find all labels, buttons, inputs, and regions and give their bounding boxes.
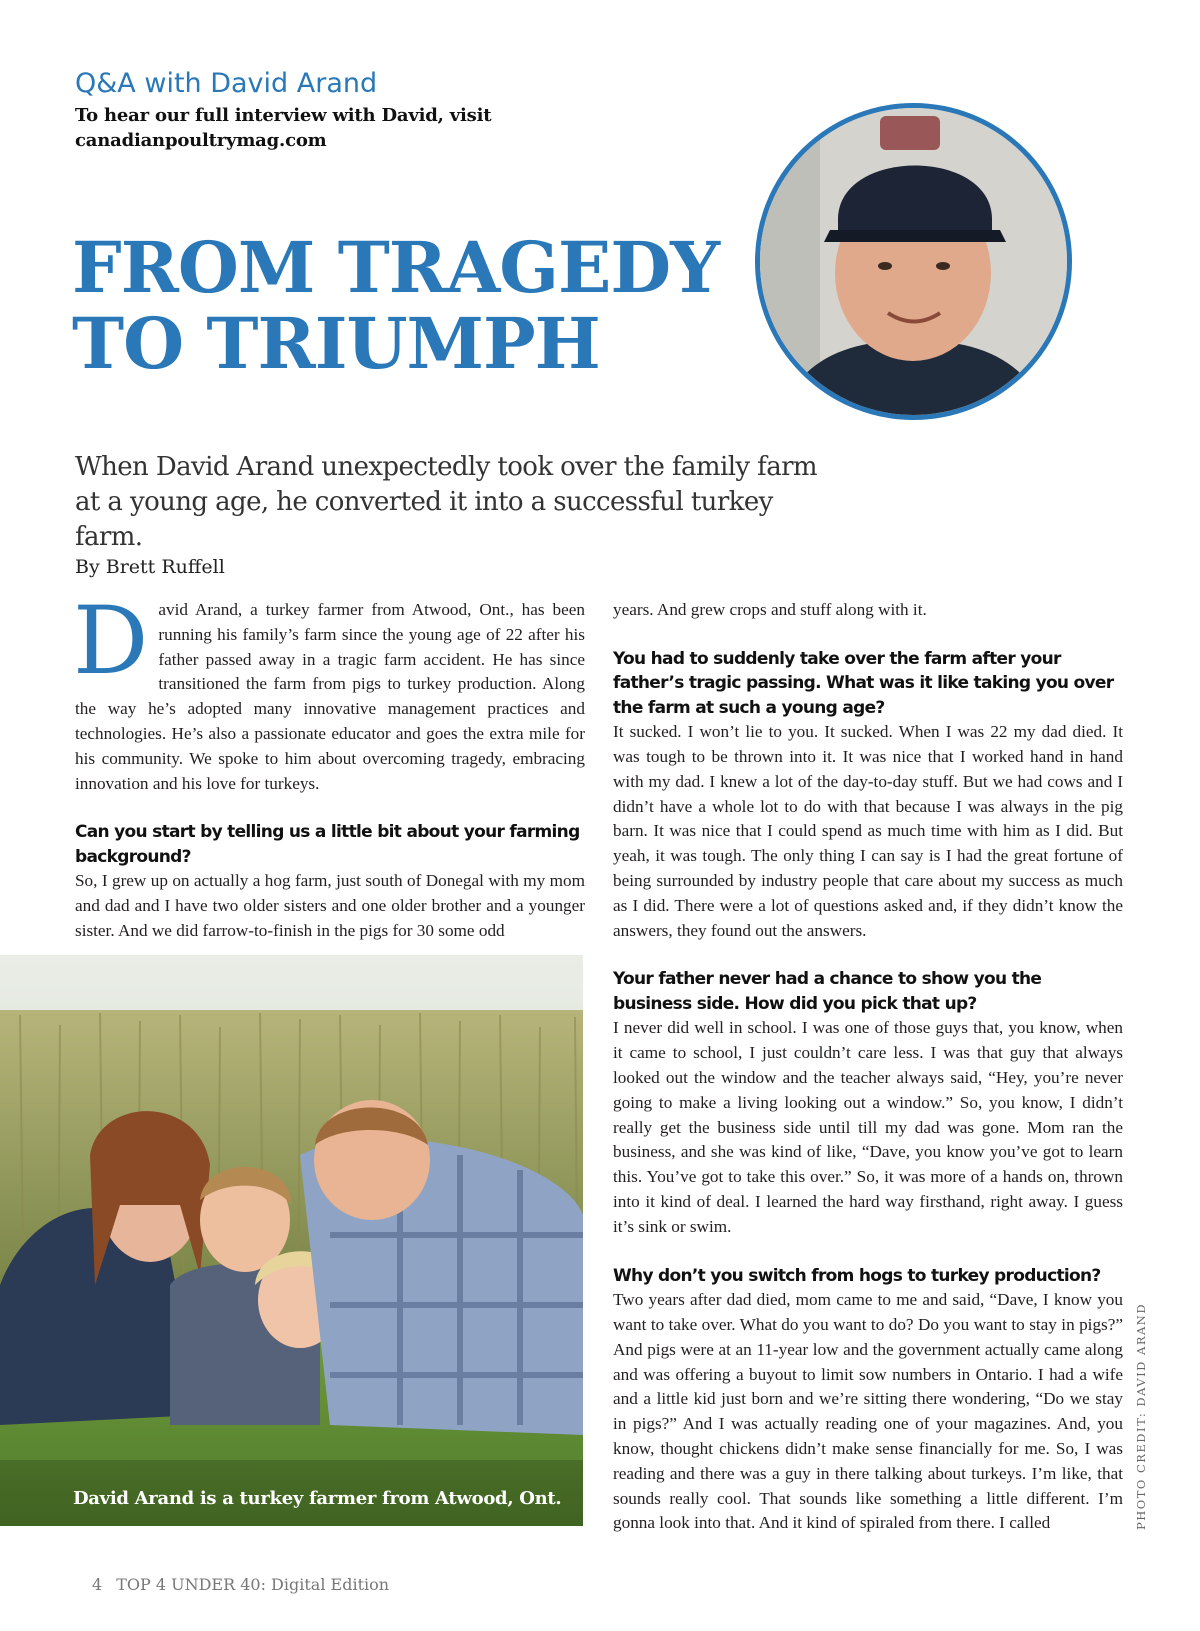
headline-line-2: TO TRIUMPH xyxy=(72,302,600,385)
answer-1: So, I grew up on actually a hog farm, just south of Donegal with my mom and dad and I have two older sisters and one older brother and a younger sister. And we did farrow-to-finish in the pigs for 30 some odd xyxy=(75,871,585,940)
question-3: Your father never had a chance to show you the business side. How did you pick that up? xyxy=(613,969,1042,1014)
answer-1-continued: years. And grew crops and stuff along with it. xyxy=(613,600,927,619)
drop-cap: D xyxy=(73,587,149,696)
question-2: You had to suddenly take over the farm after your father’s tragic passing. What was it like taking you over the farm at such a young age? xyxy=(613,648,1114,718)
portrait-photo xyxy=(755,103,1072,420)
answer-4: Two years after dad died, mom came to me and said, “Dave, I know you want to take over. What do you want to do? Do you want to stay in pigs?” And pigs were at an 11-year low and the government actually came along and was offering a buyout to limit sow numbers in Ontario. I had a wife and a little kid just born and we’re sitting there wondering, “Do we stay in pigs?” And I was actually reading one of your magazines. And, you know, thought chickens didn’t make sense financially for me. So, I was reading and there was a guy in there talking about turkeys. I’m like, that sounds really cool. That sounds like something a little different. I’m gonna look into that. And it kind of spiraled from there. I called xyxy=(613,1290,1123,1533)
question-1: Can you start by telling us a little bit about your farming background? xyxy=(75,822,580,867)
article-column-2 xyxy=(613,598,1123,1536)
page-number: 4 xyxy=(92,1575,103,1594)
answer-2: It sucked. I won’t lie to you. It sucked. When I was 22 my dad died. It was tough to be thrown into it. It was nice that I worked hand in hand with my dad. I knew a lot of the day-to-day stuff. But we had cows and I didn’t have a whole lot to do with that because I was always in the pig barn. It was nice that I could spend as much time with him as I did. But yeah, it was tough. The only thing I can say is I had the great fortune of being surrounded by industry people that care about my success as much as I did. There were a lot of questions asked and, if they didn’t know the answers, they found out the answers. xyxy=(613,722,1123,940)
article-deck: When David Arand unexpectedly took over the family farm at a young age, he converted it into a successful turkey farm. xyxy=(75,452,817,552)
publication-name: TOP 4 UNDER 40: Digital Edition xyxy=(116,1575,390,1594)
headline xyxy=(72,226,720,385)
page-footer xyxy=(92,1575,389,1594)
family-photo xyxy=(0,955,583,1526)
intro-text: avid Arand, a turkey farmer from Atwood, Ont., has been running his family’s farm since the young age of 22 after his father passed away in a tragic farm accident. He has since transitioned the farm from pigs to turkey production. Along the way he’s adopted many innovative management practices and technologies. He’s also a passionate educator and goes the extra mile for his community. We spoke to him about overcoming tragedy, embracing innovation and his love for turkeys. xyxy=(75,600,585,793)
photo-caption: David Arand is a turkey farmer from Atwood, Ont. xyxy=(73,1488,562,1509)
question-4: Why don’t you switch from hogs to turkey production? xyxy=(613,1265,1101,1286)
intro-paragraph xyxy=(73,587,585,796)
byline: By Brett Ruffell xyxy=(75,556,225,578)
promo-line: To hear our full interview with David, visit xyxy=(75,105,492,126)
answer-3: I never did well in school. I was one of those guys that, you know, when it came to school, I just couldn’t care less. I was that guy that always looked out the window and the teacher always said, “Hey, you’re never going to make a living looking out a window.” So, you know, I didn’t really get the business side until till my dad was gone. Mom ran the business, and she was kind of like, “Dave, you know you’ve got to learn this. You’ve got to take this over.” So, it was more of a hands on, thrown into it kind of deal. I learned the hard way firsthand, right away. I guess it’s sink or swim. xyxy=(613,1018,1123,1236)
article-column-1 xyxy=(73,587,585,944)
promo-url[interactable]: canadianpoultrymag.com xyxy=(75,130,327,151)
photo-credit: PHOTO CREDIT: DAVID ARAND xyxy=(1134,1302,1148,1530)
headline-line-1: FROM TRAGEDY xyxy=(72,226,720,309)
portrait-illustration xyxy=(760,108,1067,415)
family-photo-illustration xyxy=(0,955,583,1526)
section-kicker: Q&A with David Arand xyxy=(75,68,378,99)
